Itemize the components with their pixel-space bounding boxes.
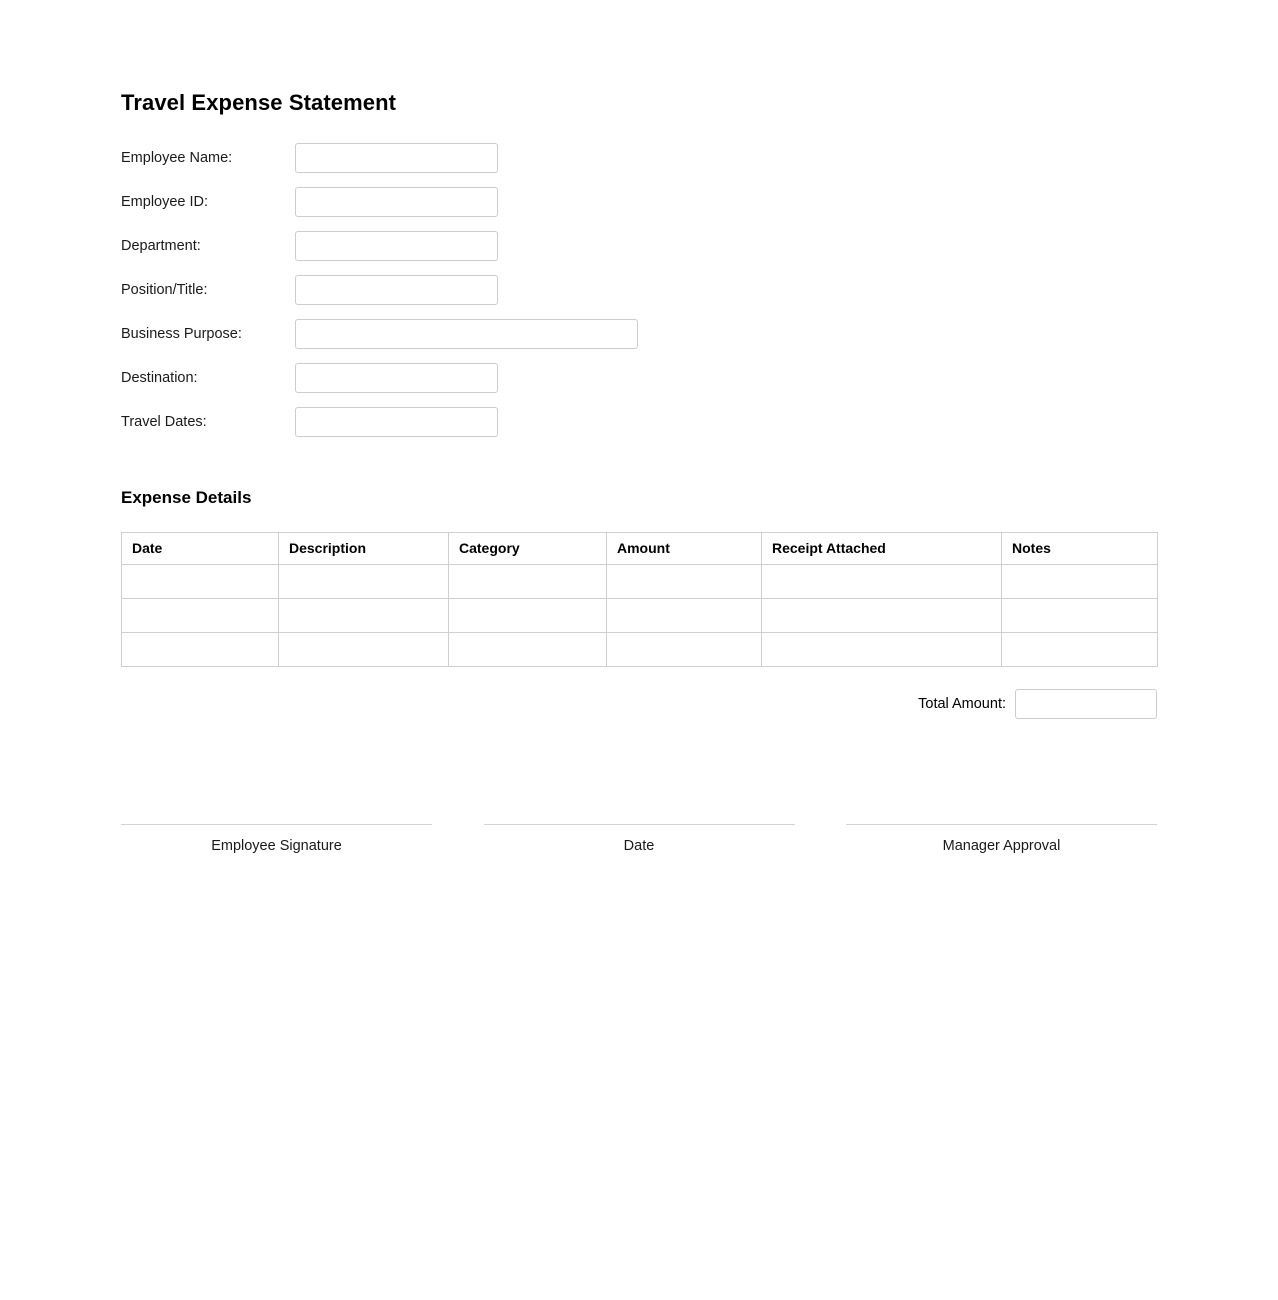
employee-info-fields <box>121 136 1157 444</box>
column-header: Date <box>122 533 279 565</box>
table-cell[interactable] <box>762 633 1002 667</box>
table-cell[interactable] <box>762 565 1002 599</box>
field-input[interactable] <box>295 187 498 217</box>
signature-block <box>484 824 795 855</box>
field-label: Travel Dates: <box>121 414 207 430</box>
expense-details-table <box>121 532 1158 667</box>
page-title: Travel Expense Statement <box>121 90 397 115</box>
field-input[interactable] <box>295 363 498 393</box>
signature-caption: Date <box>623 838 655 854</box>
table-cell[interactable] <box>122 633 279 667</box>
table-header <box>122 533 1158 565</box>
field-input[interactable] <box>295 143 498 173</box>
signature-row <box>121 824 1157 855</box>
field-input[interactable] <box>295 407 498 437</box>
table-row[interactable] <box>122 633 1158 667</box>
table-cell[interactable] <box>607 565 762 599</box>
table-row[interactable] <box>122 565 1158 599</box>
total-amount-row <box>121 689 1157 719</box>
field-input[interactable] <box>295 231 498 261</box>
field-row <box>121 224 1157 268</box>
table-row[interactable] <box>122 599 1158 633</box>
table-cell[interactable] <box>279 633 449 667</box>
field-row <box>121 312 1157 356</box>
table-cell[interactable] <box>1002 633 1158 667</box>
table-cell[interactable] <box>449 565 607 599</box>
field-label: Destination: <box>121 370 198 386</box>
table-cell[interactable] <box>449 633 607 667</box>
signature-caption: Employee Signature <box>211 838 342 854</box>
field-row <box>121 356 1157 400</box>
field-input[interactable] <box>295 319 638 349</box>
column-header: Receipt Attached <box>762 533 1002 565</box>
field-input[interactable] <box>295 275 498 305</box>
signature-block <box>121 824 432 855</box>
field-label: Department: <box>121 238 201 254</box>
column-header: Description <box>279 533 449 565</box>
signature-caption: Manager Approval <box>942 838 1061 854</box>
table-cell[interactable] <box>122 565 279 599</box>
table-cell[interactable] <box>1002 565 1158 599</box>
field-label: Employee Name: <box>121 150 233 166</box>
column-header: Notes <box>1002 533 1158 565</box>
column-header: Amount <box>607 533 762 565</box>
field-label: Employee ID: <box>121 194 209 210</box>
table-cell[interactable] <box>279 565 449 599</box>
expense-details-heading: Expense Details <box>121 488 252 507</box>
column-header: Category <box>449 533 607 565</box>
field-row <box>121 180 1157 224</box>
table-cell[interactable] <box>122 599 279 633</box>
field-label: Position/Title: <box>121 282 208 298</box>
table-cell[interactable] <box>607 599 762 633</box>
table-cell[interactable] <box>449 599 607 633</box>
expense-form <box>121 90 1157 855</box>
field-row <box>121 136 1157 180</box>
table-body <box>122 565 1158 667</box>
table-cell[interactable] <box>607 633 762 667</box>
field-label: Business Purpose: <box>121 326 242 342</box>
total-amount-input[interactable] <box>1015 689 1157 719</box>
table-cell[interactable] <box>762 599 1002 633</box>
total-amount-label: Total Amount: <box>918 696 1006 712</box>
table-header-row <box>122 533 1158 565</box>
field-row <box>121 268 1157 312</box>
signature-block <box>846 824 1157 855</box>
field-row <box>121 400 1157 444</box>
table-cell[interactable] <box>1002 599 1158 633</box>
table-cell[interactable] <box>279 599 449 633</box>
